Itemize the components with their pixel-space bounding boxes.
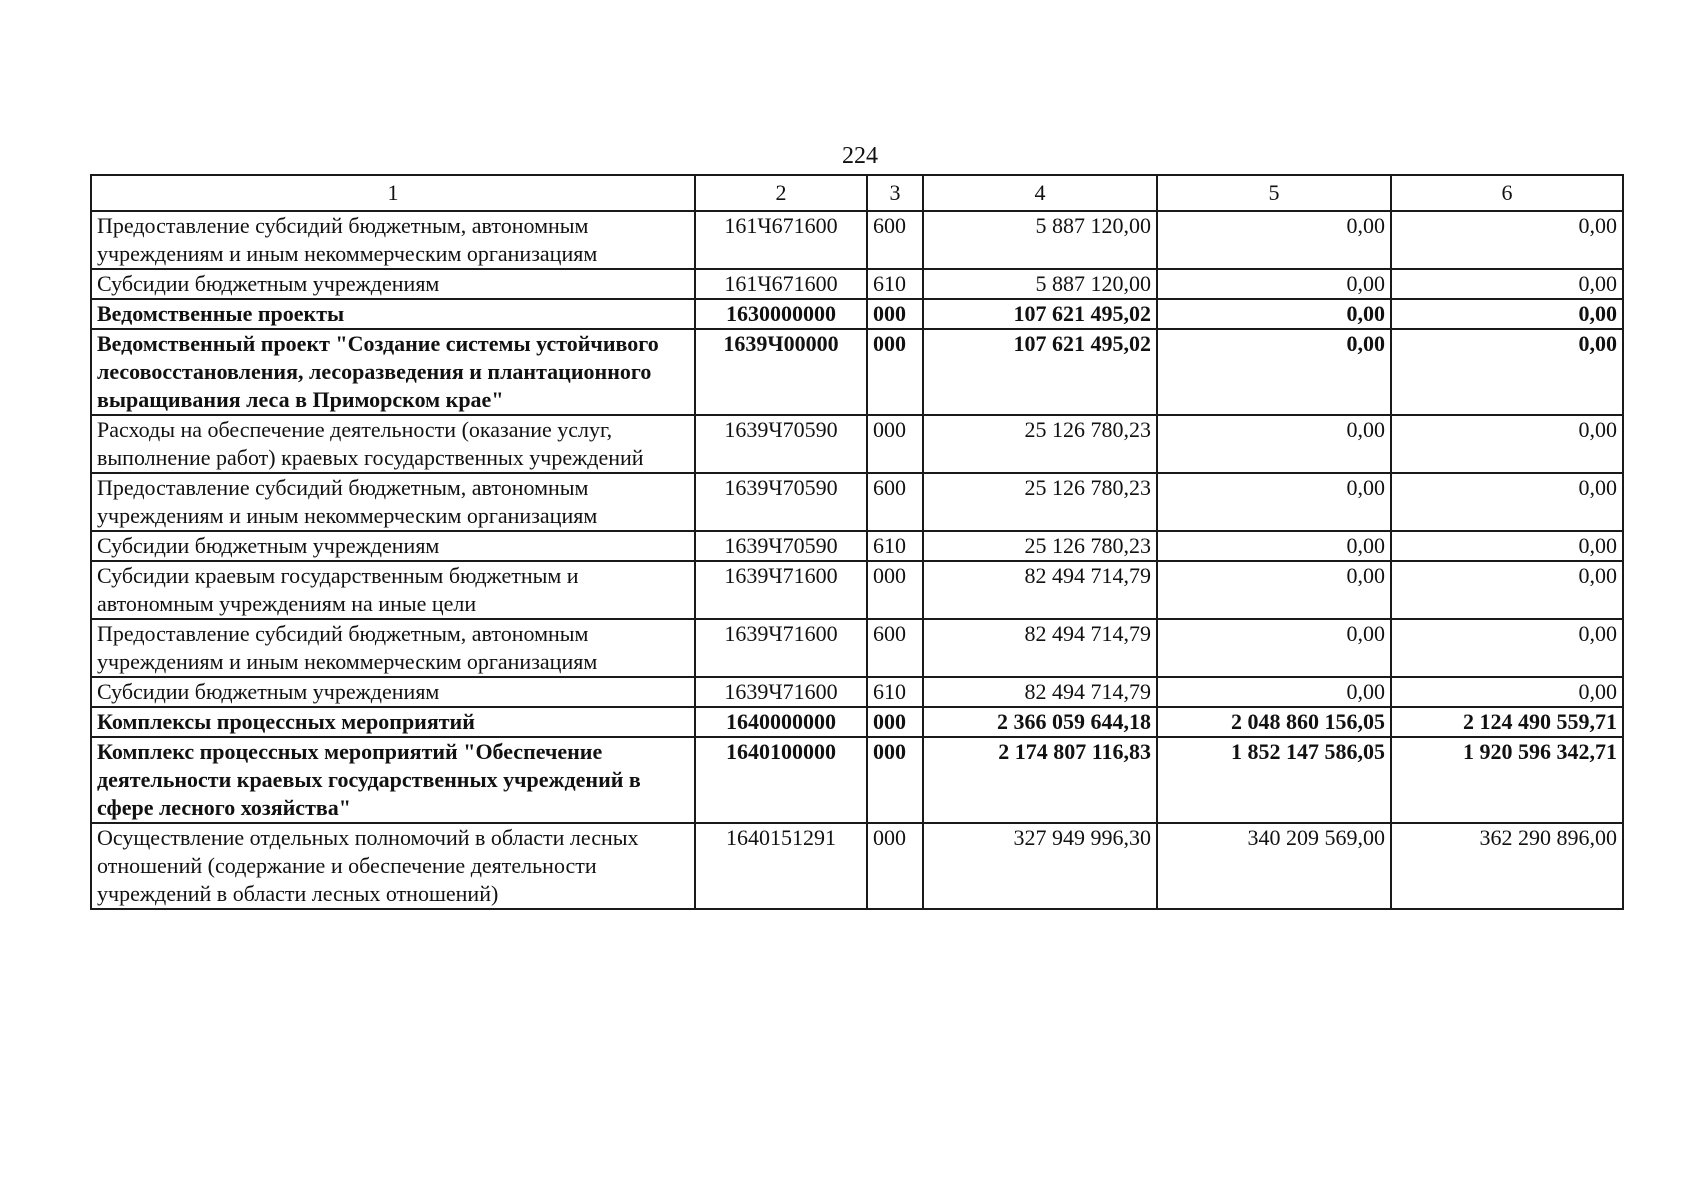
row-expense-type: 000 (867, 823, 923, 909)
row-amount-col6: 0,00 (1391, 619, 1623, 677)
row-amount-col5: 0,00 (1157, 473, 1391, 531)
row-amount-col5: 0,00 (1157, 415, 1391, 473)
table-row (91, 211, 1623, 269)
table-row (91, 329, 1623, 415)
row-expense-type: 000 (867, 329, 923, 415)
row-code: 1640000000 (695, 707, 867, 737)
row-amount-col6: 0,00 (1391, 211, 1623, 269)
table-header-row (91, 175, 1623, 211)
table-row (91, 737, 1623, 823)
table-row (91, 823, 1623, 909)
row-expense-type: 610 (867, 269, 923, 299)
row-expense-type: 000 (867, 415, 923, 473)
row-code: 1639Ч00000 (695, 329, 867, 415)
budget-table (90, 174, 1624, 910)
row-name: Ведомственные проекты (91, 299, 695, 329)
row-amount-col4: 82 494 714,79 (923, 677, 1157, 707)
row-expense-type: 600 (867, 211, 923, 269)
column-header-6: 6 (1391, 175, 1623, 211)
row-expense-type: 000 (867, 561, 923, 619)
row-expense-type: 610 (867, 677, 923, 707)
row-amount-col4: 5 887 120,00 (923, 211, 1157, 269)
row-amount-col5: 0,00 (1157, 677, 1391, 707)
row-name: Комплекс процессных мероприятий "Обеспечение деятельности краевых государственных учреждений в сфере лесного хозяйства" (91, 737, 695, 823)
row-expense-type: 600 (867, 619, 923, 677)
row-amount-col4: 5 887 120,00 (923, 269, 1157, 299)
table-row (91, 561, 1623, 619)
row-amount-col6: 362 290 896,00 (1391, 823, 1623, 909)
row-code: 1639Ч70590 (695, 531, 867, 561)
row-expense-type: 000 (867, 707, 923, 737)
column-header-4: 4 (923, 175, 1157, 211)
row-amount-col4: 107 621 495,02 (923, 329, 1157, 415)
row-code: 1639Ч71600 (695, 677, 867, 707)
row-code: 161Ч671600 (695, 269, 867, 299)
page-number: 224 (842, 143, 878, 169)
table-row (91, 619, 1623, 677)
table-row (91, 299, 1623, 329)
column-header-2: 2 (695, 175, 867, 211)
row-name: Субсидии бюджетным учреждениям (91, 677, 695, 707)
row-amount-col4: 25 126 780,23 (923, 415, 1157, 473)
row-amount-col5: 0,00 (1157, 299, 1391, 329)
row-code: 1640100000 (695, 737, 867, 823)
row-code: 161Ч671600 (695, 211, 867, 269)
row-amount-col4: 82 494 714,79 (923, 619, 1157, 677)
row-code: 1639Ч71600 (695, 561, 867, 619)
row-amount-col4: 107 621 495,02 (923, 299, 1157, 329)
row-amount-col5: 2 048 860 156,05 (1157, 707, 1391, 737)
row-amount-col5: 0,00 (1157, 561, 1391, 619)
table-row (91, 473, 1623, 531)
row-amount-col5: 340 209 569,00 (1157, 823, 1391, 909)
row-name: Субсидии бюджетным учреждениям (91, 531, 695, 561)
row-name: Предоставление субсидий бюджетным, автономным учреждениям и иным некоммерческим организациям (91, 473, 695, 531)
row-expense-type: 000 (867, 299, 923, 329)
row-amount-col4: 82 494 714,79 (923, 561, 1157, 619)
row-amount-col5: 1 852 147 586,05 (1157, 737, 1391, 823)
row-name: Расходы на обеспечение деятельности (оказание услуг, выполнение работ) краевых государственных учреждений (91, 415, 695, 473)
row-expense-type: 000 (867, 737, 923, 823)
row-amount-col5: 0,00 (1157, 211, 1391, 269)
table-row (91, 531, 1623, 561)
row-code: 1640151291 (695, 823, 867, 909)
row-amount-col6: 0,00 (1391, 473, 1623, 531)
table-row (91, 269, 1623, 299)
row-amount-col5: 0,00 (1157, 531, 1391, 561)
column-header-1: 1 (91, 175, 695, 211)
column-header-5: 5 (1157, 175, 1391, 211)
row-code: 1639Ч71600 (695, 619, 867, 677)
row-name: Предоставление субсидий бюджетным, автономным учреждениям и иным некоммерческим организациям (91, 619, 695, 677)
row-code: 1639Ч70590 (695, 415, 867, 473)
table-row (91, 707, 1623, 737)
row-amount-col6: 2 124 490 559,71 (1391, 707, 1623, 737)
row-amount-col4: 327 949 996,30 (923, 823, 1157, 909)
row-name: Предоставление субсидий бюджетным, автономным учреждениям и иным некоммерческим организациям (91, 211, 695, 269)
table-row (91, 677, 1623, 707)
row-amount-col6: 0,00 (1391, 329, 1623, 415)
row-amount-col6: 0,00 (1391, 299, 1623, 329)
row-amount-col6: 0,00 (1391, 531, 1623, 561)
row-code: 1630000000 (695, 299, 867, 329)
row-name: Осуществление отдельных полномочий в области лесных отношений (содержание и обеспечение деятельности учреждений в области лесных отношений) (91, 823, 695, 909)
row-amount-col5: 0,00 (1157, 269, 1391, 299)
row-code: 1639Ч70590 (695, 473, 867, 531)
row-amount-col5: 0,00 (1157, 619, 1391, 677)
row-expense-type: 610 (867, 531, 923, 561)
row-amount-col4: 2 174 807 116,83 (923, 737, 1157, 823)
row-amount-col5: 0,00 (1157, 329, 1391, 415)
row-expense-type: 600 (867, 473, 923, 531)
row-amount-col6: 0,00 (1391, 415, 1623, 473)
row-amount-col6: 0,00 (1391, 269, 1623, 299)
row-amount-col4: 25 126 780,23 (923, 531, 1157, 561)
row-name: Комплексы процессных мероприятий (91, 707, 695, 737)
row-amount-col6: 0,00 (1391, 677, 1623, 707)
row-amount-col4: 25 126 780,23 (923, 473, 1157, 531)
row-amount-col6: 1 920 596 342,71 (1391, 737, 1623, 823)
row-name: Субсидии краевым государственным бюджетным и автономным учреждениям на иные цели (91, 561, 695, 619)
row-amount-col6: 0,00 (1391, 561, 1623, 619)
row-amount-col4: 2 366 059 644,18 (923, 707, 1157, 737)
table-row (91, 415, 1623, 473)
row-name: Ведомственный проект "Создание системы устойчивого лесовосстановления, лесоразведения и плантационного выращивания леса в Приморском крае" (91, 329, 695, 415)
row-name: Субсидии бюджетным учреждениям (91, 269, 695, 299)
column-header-3: 3 (867, 175, 923, 211)
